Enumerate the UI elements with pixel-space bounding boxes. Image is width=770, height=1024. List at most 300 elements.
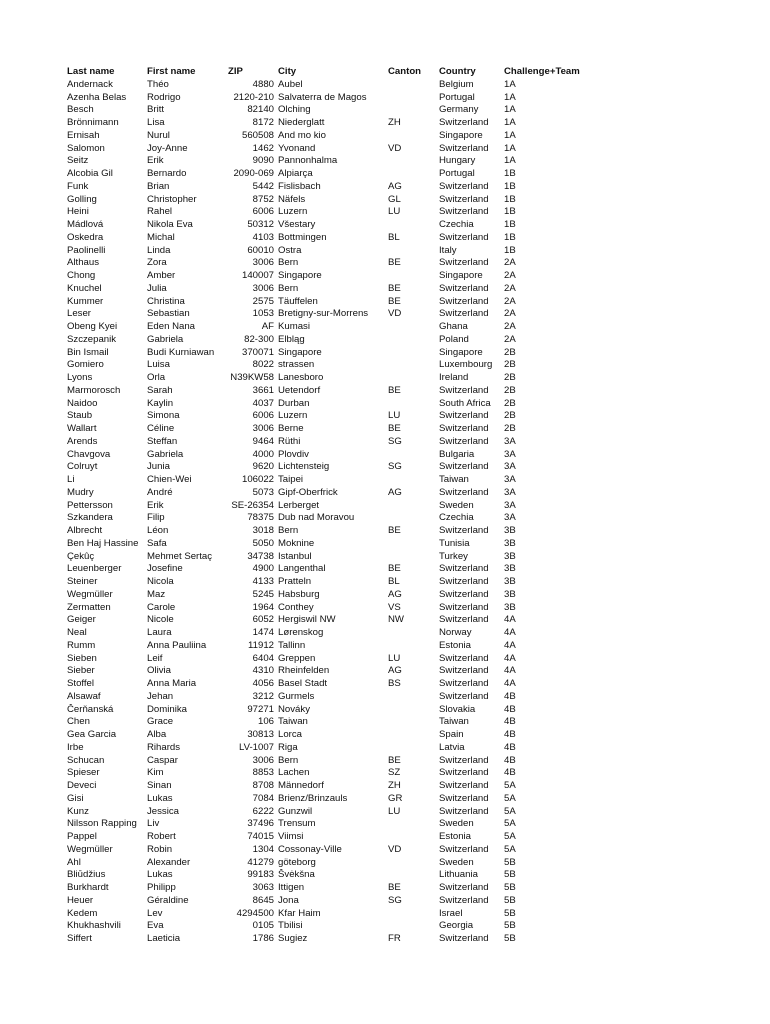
- cell-last-name: Staub: [67, 410, 93, 422]
- cell-last-name: Besch: [67, 104, 94, 116]
- cell-canton: VD: [388, 142, 402, 154]
- table-row: [0, 793, 770, 806]
- cell-country: Switzerland: [439, 435, 489, 447]
- header-first-name: First name: [147, 66, 196, 77]
- cell-challenge-team: 1B: [504, 244, 516, 256]
- cell-last-name: Ben Haj Hassine: [67, 537, 139, 549]
- cell-challenge-team: 3B: [504, 588, 516, 600]
- cell-first-name: Dominika: [147, 703, 187, 715]
- cell-challenge-team: 5A: [504, 843, 516, 855]
- cell-country: Turkey: [439, 550, 468, 562]
- cell-zip: 1462: [252, 142, 274, 154]
- cell-zip: 0105: [252, 920, 274, 932]
- cell-country: Switzerland: [439, 754, 489, 766]
- cell-city: Durban: [278, 397, 310, 409]
- cell-zip: 5245: [252, 588, 274, 600]
- table-row: [0, 933, 770, 946]
- cell-first-name: Robin: [147, 843, 173, 855]
- cell-challenge-team: 2A: [504, 321, 516, 332]
- cell-first-name: Grace: [147, 716, 174, 728]
- cell-city: Švėkšna: [278, 869, 315, 881]
- cell-zip: 6006: [252, 206, 274, 218]
- cell-zip: 3006: [252, 257, 274, 269]
- table-row: [0, 270, 770, 283]
- cell-zip: 74015: [247, 831, 274, 842]
- cell-zip: 1304: [252, 843, 274, 855]
- cell-country: Slovakia: [439, 703, 476, 715]
- cell-challenge-team: 1B: [504, 219, 516, 230]
- cell-first-name: Leif: [147, 652, 163, 664]
- cell-challenge-team: 4A: [504, 614, 516, 626]
- cell-country: Switzerland: [439, 665, 489, 677]
- cell-zip: 5442: [252, 180, 274, 192]
- cell-country: South Africa: [439, 397, 491, 409]
- header-challenge-team: Challenge+Team: [504, 66, 580, 77]
- cell-last-name: Chen: [67, 716, 90, 728]
- cell-zip: 4880: [252, 78, 274, 90]
- cell-country: Portugal: [439, 91, 475, 103]
- cell-first-name: Anna Pauliina: [147, 639, 207, 651]
- cell-canton: LU: [388, 805, 401, 817]
- cell-first-name: Alba: [147, 729, 167, 740]
- table-row: [0, 602, 770, 615]
- cell-first-name: Philipp: [147, 882, 176, 893]
- cell-first-name: Anna Maria: [147, 678, 197, 689]
- cell-zip: 4294500: [236, 907, 274, 919]
- cell-zip: 8752: [252, 193, 274, 205]
- cell-challenge-team: 5A: [504, 780, 516, 791]
- cell-city: Lerberget: [278, 499, 320, 511]
- cell-last-name: Li: [67, 474, 75, 485]
- cell-last-name: Arends: [67, 435, 98, 447]
- cell-challenge-team: 3A: [504, 448, 516, 460]
- cell-city: Niederglatt: [278, 117, 325, 128]
- cell-challenge-team: 2A: [504, 282, 516, 294]
- cell-first-name: Safa: [147, 537, 167, 549]
- cell-first-name: Lukas: [147, 869, 173, 881]
- cell-first-name: Théo: [147, 78, 169, 90]
- table-row: [0, 640, 770, 653]
- cell-first-name: Chien-Wei: [147, 474, 192, 485]
- cell-city: Ittigen: [278, 882, 305, 893]
- cell-challenge-team: 1A: [504, 129, 516, 141]
- cell-country: Spain: [439, 729, 464, 740]
- cell-first-name: Jehan: [147, 690, 174, 702]
- cell-city: Tallinn: [278, 639, 306, 651]
- cell-city: Bretigny-sur-Morrens: [278, 308, 369, 320]
- cell-zip: 3063: [252, 882, 274, 893]
- cell-city: Taipei: [278, 474, 304, 485]
- cell-first-name: Laura: [147, 627, 172, 638]
- table-row: [0, 844, 770, 857]
- cell-country: Switzerland: [439, 180, 489, 192]
- cell-city: Bern: [278, 257, 299, 269]
- cell-last-name: Burkhardt: [67, 882, 109, 893]
- cell-canton: VD: [388, 308, 402, 320]
- table-row: [0, 461, 770, 474]
- table-row: [0, 219, 770, 232]
- table-row: [0, 908, 770, 921]
- cell-last-name: Szkandera: [67, 512, 113, 524]
- cell-last-name: Szczepanik: [67, 333, 117, 345]
- cell-zip: 4133: [252, 576, 274, 587]
- cell-last-name: Chong: [67, 270, 96, 281]
- cell-zip: 4056: [252, 678, 274, 689]
- cell-first-name: Jessica: [147, 805, 179, 817]
- cell-city: Habsburg: [278, 588, 320, 600]
- cell-zip: 82-300: [244, 333, 274, 345]
- cell-canton: AG: [388, 486, 402, 498]
- cell-country: Switzerland: [439, 206, 489, 218]
- cell-first-name: Laeticia: [147, 933, 181, 944]
- cell-city: Všestary: [278, 219, 316, 230]
- cell-country: Norway: [439, 627, 472, 638]
- cell-challenge-team: 3A: [504, 435, 516, 447]
- cell-first-name: Carole: [147, 601, 176, 613]
- cell-canton: BE: [388, 384, 401, 396]
- cell-canton: ZH: [388, 780, 401, 791]
- cell-first-name: Junia: [147, 461, 170, 473]
- cell-challenge-team: 2B: [504, 346, 516, 358]
- cell-zip: 1964: [252, 601, 274, 613]
- cell-last-name: Wegmüller: [67, 843, 113, 855]
- table-row: [0, 678, 770, 691]
- cell-country: Switzerland: [439, 257, 489, 269]
- cell-country: Taiwan: [439, 474, 469, 485]
- cell-first-name: Brian: [147, 180, 170, 192]
- cell-last-name: Althaus: [67, 257, 99, 269]
- cell-city: Täuffelen: [278, 295, 318, 307]
- cell-zip: 97271: [247, 703, 274, 715]
- cell-challenge-team: 2A: [504, 333, 516, 345]
- cell-city: göteborg: [278, 856, 316, 868]
- header-country: Country: [439, 66, 476, 77]
- table-row: [0, 729, 770, 742]
- table-row: [0, 882, 770, 895]
- cell-challenge-team: 2B: [504, 397, 516, 409]
- cell-city: Brienz/Brinzauls: [278, 792, 348, 804]
- cell-challenge-team: 4B: [504, 729, 516, 740]
- cell-last-name: Lyons: [67, 372, 93, 383]
- cell-last-name: Leuenberger: [67, 563, 122, 575]
- table-row: [0, 104, 770, 117]
- cell-country: Georgia: [439, 920, 474, 932]
- cell-first-name: Rihards: [147, 741, 181, 753]
- cell-city: Kfar Haim: [278, 907, 321, 919]
- cell-city: Pratteln: [278, 576, 312, 587]
- cell-first-name: Nurul: [147, 129, 170, 141]
- cell-zip: 4037: [252, 397, 274, 409]
- cell-last-name: Schucan: [67, 754, 105, 766]
- cell-last-name: Zermatten: [67, 601, 111, 613]
- table-row: [0, 563, 770, 576]
- cell-city: Bern: [278, 282, 299, 294]
- cell-last-name: Gea Garcia: [67, 729, 117, 740]
- cell-first-name: Gabriela: [147, 448, 184, 460]
- table-row: [0, 257, 770, 270]
- cell-city: Aubel: [278, 78, 303, 90]
- cell-first-name: Céline: [147, 423, 175, 434]
- cell-country: Switzerland: [439, 308, 489, 320]
- cell-country: Ghana: [439, 321, 468, 332]
- table-row: [0, 334, 770, 347]
- table-row: [0, 155, 770, 168]
- cell-zip: 9090: [252, 155, 274, 167]
- cell-canton: BE: [388, 525, 401, 536]
- cell-canton: LU: [388, 652, 401, 664]
- cell-first-name: Rahel: [147, 206, 173, 218]
- cell-country: Bulgaria: [439, 448, 475, 460]
- cell-first-name: Bernardo: [147, 168, 187, 179]
- cell-first-name: Erik: [147, 155, 164, 167]
- cell-last-name: Nilsson Rapping: [67, 818, 137, 830]
- cell-challenge-team: 4A: [504, 678, 516, 689]
- cell-country: Switzerland: [439, 792, 489, 804]
- cell-zip: 78375: [247, 512, 274, 524]
- cell-city: Kumasi: [278, 321, 310, 332]
- cell-country: Switzerland: [439, 805, 489, 817]
- cell-last-name: Ernisah: [67, 129, 100, 141]
- cell-city: Alpiarça: [278, 168, 313, 179]
- cell-city: Uetendorf: [278, 384, 321, 396]
- cell-last-name: Marmorosch: [67, 384, 121, 396]
- cell-city: Rüthi: [278, 435, 301, 447]
- cell-challenge-team: 3B: [504, 525, 516, 536]
- cell-canton: VD: [388, 843, 402, 855]
- table-row: [0, 398, 770, 411]
- cell-country: Sweden: [439, 856, 474, 868]
- cell-last-name: Stoffel: [67, 678, 95, 689]
- table-row: [0, 130, 770, 143]
- cell-last-name: Steiner: [67, 576, 98, 587]
- cell-canton: LU: [388, 206, 401, 218]
- cell-country: Switzerland: [439, 423, 489, 434]
- cell-city: Singapore: [278, 270, 322, 281]
- cell-challenge-team: 2B: [504, 423, 516, 434]
- table-row: [0, 232, 770, 245]
- cell-first-name: Nicola: [147, 576, 174, 587]
- cell-first-name: Eden Nana: [147, 321, 196, 332]
- table-row: [0, 614, 770, 627]
- cell-country: Switzerland: [439, 142, 489, 154]
- cell-first-name: Kaylin: [147, 397, 174, 409]
- cell-city: Lorca: [278, 729, 302, 740]
- cell-first-name: Mehmet Sertaç: [147, 550, 213, 562]
- cell-last-name: Alcobia Gil: [67, 168, 113, 179]
- cell-canton: BE: [388, 282, 401, 294]
- cell-country: Switzerland: [439, 117, 489, 128]
- cell-last-name: Oskedra: [67, 231, 104, 243]
- table-row: [0, 436, 770, 449]
- cell-city: Bern: [278, 525, 299, 536]
- cell-canton: FR: [388, 933, 401, 944]
- cell-first-name: Nicole: [147, 614, 174, 626]
- cell-city: Moknine: [278, 537, 315, 549]
- cell-zip: 8645: [252, 894, 274, 906]
- cell-first-name: Kim: [147, 767, 164, 779]
- cell-country: Singapore: [439, 270, 483, 281]
- cell-first-name: Nikola Eva: [147, 219, 193, 230]
- cell-zip: 7084: [252, 792, 274, 804]
- cell-zip: SE-26354: [231, 499, 274, 511]
- cell-challenge-team: 5B: [504, 907, 516, 919]
- cell-challenge-team: 1B: [504, 206, 516, 218]
- cell-zip: 8708: [252, 780, 274, 791]
- cell-challenge-team: 1B: [504, 168, 516, 179]
- cell-challenge-team: 5A: [504, 831, 516, 842]
- table-row: [0, 474, 770, 487]
- cell-first-name: Joy-Anne: [147, 142, 188, 154]
- cell-zip: 8853: [252, 767, 274, 779]
- cell-country: Switzerland: [439, 295, 489, 307]
- cell-zip: 6404: [252, 652, 274, 664]
- cell-city: Conthey: [278, 601, 314, 613]
- cell-challenge-team: 3B: [504, 550, 516, 562]
- cell-city: Gunzwil: [278, 805, 313, 817]
- cell-first-name: Léon: [147, 525, 169, 536]
- cell-challenge-team: 1A: [504, 104, 516, 116]
- cell-country: Switzerland: [439, 690, 489, 702]
- cell-last-name: Spieser: [67, 767, 100, 779]
- table-row: [0, 742, 770, 755]
- cell-first-name: Géraldine: [147, 894, 189, 906]
- cell-zip: 2090-069: [233, 168, 274, 179]
- cell-zip: 3018: [252, 525, 274, 536]
- table-row: [0, 806, 770, 819]
- cell-country: Italy: [439, 244, 457, 256]
- cell-first-name: Josefine: [147, 563, 183, 575]
- cell-last-name: Rumm: [67, 639, 96, 651]
- cell-first-name: Steffan: [147, 435, 178, 447]
- cell-first-name: Eva: [147, 920, 164, 932]
- cell-country: Luxembourg: [439, 359, 493, 371]
- table-row: [0, 831, 770, 844]
- cell-first-name: Luisa: [147, 359, 170, 371]
- cell-zip: 5073: [252, 486, 274, 498]
- cell-zip: 82140: [247, 104, 274, 116]
- cell-city: Luzern: [278, 206, 308, 218]
- table-row: [0, 321, 770, 334]
- cell-first-name: Rodrigo: [147, 91, 181, 103]
- cell-last-name: Andernack: [67, 78, 113, 90]
- cell-canton: BE: [388, 882, 401, 893]
- table-row: [0, 487, 770, 500]
- cell-last-name: Kedem: [67, 907, 98, 919]
- cell-city: And mo kio: [278, 129, 326, 141]
- table-row: [0, 538, 770, 551]
- cell-zip: 3006: [252, 282, 274, 294]
- cell-challenge-team: 1A: [504, 78, 516, 90]
- cell-country: Israel: [439, 907, 463, 919]
- cell-first-name: Lukas: [147, 792, 173, 804]
- table-row: [0, 665, 770, 678]
- cell-first-name: Gabriela: [147, 333, 184, 345]
- cell-city: Singapore: [278, 346, 322, 358]
- cell-challenge-team: 2B: [504, 384, 516, 396]
- cell-canton: AG: [388, 588, 402, 600]
- cell-last-name: Azenha Belas: [67, 91, 127, 103]
- cell-canton: SZ: [388, 767, 401, 779]
- cell-canton: LU: [388, 410, 401, 422]
- cell-canton: GR: [388, 792, 403, 804]
- cell-challenge-team: 1B: [504, 193, 516, 205]
- table-row: [0, 308, 770, 321]
- cell-country: Latvia: [439, 741, 465, 753]
- cell-city: Taiwan: [278, 716, 308, 728]
- cell-first-name: Britt: [147, 104, 165, 116]
- cell-city: Näfels: [278, 193, 306, 205]
- cell-challenge-team: 3A: [504, 512, 516, 524]
- table-row: [0, 857, 770, 870]
- cell-country: Switzerland: [439, 410, 489, 422]
- cell-challenge-team: 3B: [504, 537, 516, 549]
- cell-first-name: Julia: [147, 282, 167, 294]
- cell-city: Greppen: [278, 652, 316, 664]
- cell-city: Olching: [278, 104, 311, 116]
- cell-first-name: Amber: [147, 270, 176, 281]
- cell-country: Switzerland: [439, 614, 489, 626]
- cell-last-name: Obeng Kyei: [67, 321, 118, 332]
- table-row: [0, 143, 770, 156]
- cell-country: Czechia: [439, 512, 474, 524]
- cell-challenge-team: 3A: [504, 461, 516, 473]
- cell-zip: 140007: [241, 270, 274, 281]
- cell-last-name: Funk: [67, 180, 89, 192]
- cell-city: Männedorf: [278, 780, 324, 791]
- cell-challenge-team: 2A: [504, 308, 516, 320]
- table-row: [0, 296, 770, 309]
- cell-canton: BS: [388, 678, 401, 689]
- table-row: [0, 449, 770, 462]
- cell-last-name: Colruyt: [67, 461, 98, 473]
- cell-country: Switzerland: [439, 767, 489, 779]
- cell-challenge-team: 1A: [504, 117, 516, 128]
- cell-challenge-team: 5A: [504, 805, 516, 817]
- cell-last-name: Albrecht: [67, 525, 103, 536]
- cell-challenge-team: 4B: [504, 741, 516, 753]
- table-row: [0, 551, 770, 564]
- cell-last-name: Ahl: [67, 856, 81, 868]
- cell-first-name: Filip: [147, 512, 165, 524]
- table-row: [0, 780, 770, 793]
- cell-last-name: Leser: [67, 308, 91, 320]
- cell-last-name: Heuer: [67, 894, 94, 906]
- cell-country: Hungary: [439, 155, 476, 167]
- cell-city: Trensum: [278, 818, 316, 830]
- cell-zip: 4000: [252, 448, 274, 460]
- cell-first-name: Linda: [147, 244, 171, 256]
- cell-last-name: Siffert: [67, 933, 92, 944]
- cell-challenge-team: 4A: [504, 652, 516, 664]
- cell-city: Nováky: [278, 703, 310, 715]
- cell-zip: 106022: [241, 474, 274, 485]
- cell-first-name: André: [147, 486, 173, 498]
- cell-first-name: Liv: [147, 818, 160, 830]
- cell-challenge-team: 1A: [504, 142, 516, 154]
- cell-first-name: Caspar: [147, 754, 178, 766]
- cell-first-name: Lev: [147, 907, 163, 919]
- cell-city: Lachen: [278, 767, 310, 779]
- table-row: [0, 755, 770, 768]
- cell-city: Gurmels: [278, 690, 315, 702]
- cell-first-name: Alexander: [147, 856, 191, 868]
- cell-last-name: Mádlová: [67, 219, 104, 230]
- cell-last-name: Kummer: [67, 295, 104, 307]
- cell-country: Switzerland: [439, 652, 489, 664]
- cell-zip: 3661: [252, 384, 274, 396]
- cell-country: Czechia: [439, 219, 474, 230]
- table-row: [0, 869, 770, 882]
